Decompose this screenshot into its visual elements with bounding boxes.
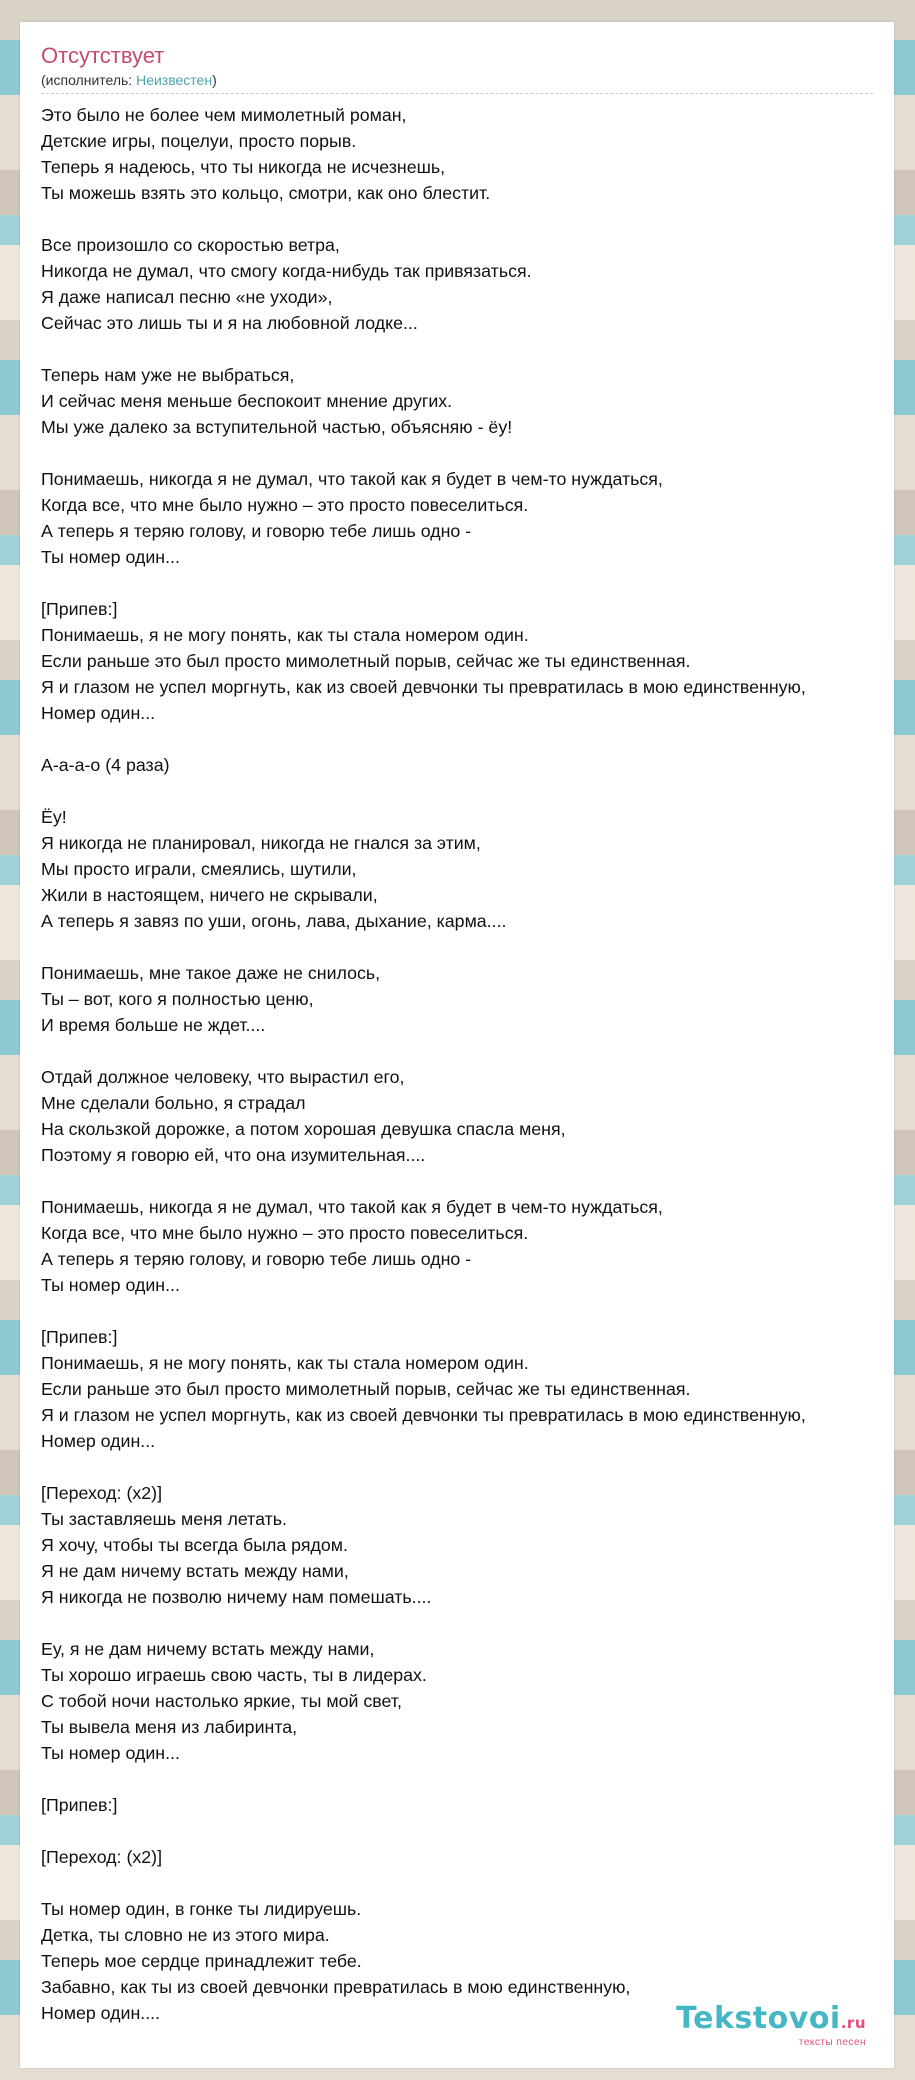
lyrics-line: А теперь я теряю голову, и говорю тебе лишь одно -	[41, 1249, 472, 1269]
lyrics-line: Забавно, как ты из своей девчонки превратилась в мою единственную,	[41, 1977, 631, 1997]
lyrics-line: А-а-а-о (4 раза)	[41, 755, 170, 775]
lyrics-line: Номер один...	[41, 1431, 156, 1451]
artist-line	[41, 71, 873, 89]
lyrics-blank-line	[41, 1038, 894, 1064]
lyrics-line: Ты номер один...	[41, 1275, 180, 1295]
lyrics-line: Ты заставляешь меня летать.	[41, 1509, 287, 1529]
artist-link[interactable]: Неизвестен	[136, 72, 213, 88]
lyrics-line: Жили в настоящем, ничего не скрывали,	[41, 885, 378, 905]
lyrics-blank-line	[41, 1766, 894, 1792]
lyrics-line: Ты можешь взять это кольцо, смотри, как оно блестит.	[41, 183, 491, 203]
lyrics-blank-line	[41, 1818, 894, 1844]
lyrics-line: [Переход: (x2)]	[41, 1483, 163, 1503]
lyrics-line: И время больше не ждет....	[41, 1015, 266, 1035]
lyrics-line: [Припев:]	[41, 599, 118, 619]
lyrics-line: Теперь мое сердце принадлежит тебе.	[41, 1951, 362, 1971]
lyrics-line: Это было не более чем мимолетный роман,	[41, 105, 407, 125]
lyrics-line: Сейчас это лишь ты и я на любовной лодке...	[41, 313, 418, 333]
lyrics-blank-line	[41, 1454, 894, 1480]
lyrics-blank-line	[41, 934, 894, 960]
lyrics-line: На скользкой дорожке, а потом хорошая девушка спасла меня,	[41, 1119, 566, 1139]
lyrics-line: Понимаешь, я не могу понять, как ты стала номером один.	[41, 1353, 529, 1373]
lyrics-line: Отдай должное человеку, что вырастил его,	[41, 1067, 405, 1087]
lyrics-text	[41, 102, 894, 2026]
lyrics-line: Когда все, что мне было нужно – это просто повеселиться.	[41, 1223, 529, 1243]
lyrics-line: Теперь я надеюсь, что ты никогда не исчезнешь,	[41, 157, 446, 177]
lyrics-line: А теперь я завяз по уши, огонь, лава, дыхание, карма....	[41, 911, 507, 931]
lyrics-line: Все произошло со скоростью ветра,	[41, 235, 340, 255]
logo-tagline: тексты песен	[798, 2037, 866, 2048]
song-header	[41, 42, 873, 89]
lyrics-blank-line	[41, 778, 894, 804]
logo-domain: .ru	[840, 2014, 866, 2032]
lyrics-blank-line	[41, 1610, 894, 1636]
lyrics-line: А теперь я теряю голову, и говорю тебе лишь одно -	[41, 521, 472, 541]
lyrics-blank-line	[41, 1168, 894, 1194]
lyrics-line: Мы уже далеко за вступительной частью, объясняю - ёу!	[41, 417, 513, 437]
lyrics-line: Ёу!	[41, 807, 67, 827]
lyrics-blank-line	[41, 1298, 894, 1324]
lyrics-blank-line	[41, 570, 894, 596]
song-title: Отсутствует	[41, 43, 165, 68]
lyrics-line: Детские игры, поцелуи, просто порыв.	[41, 131, 357, 151]
lyrics-line: Ты хорошо играешь свою часть, ты в лидерах.	[41, 1665, 427, 1685]
artist-suffix: )	[212, 72, 217, 88]
lyrics-line: Я и глазом не успел моргнуть, как из своей девчонки ты превратилась в мою единственную,	[41, 1405, 806, 1425]
lyrics-line: Номер один....	[41, 2003, 161, 2023]
lyrics-blank-line	[41, 206, 894, 232]
lyrics-line: Понимаешь, никогда я не думал, что такой как я будет в чем-то нуждаться,	[41, 1197, 663, 1217]
lyrics-line: Мы просто играли, смеялись, шутили,	[41, 859, 357, 879]
lyrics-line: [Припев:]	[41, 1795, 118, 1815]
lyrics-blank-line	[41, 726, 894, 752]
lyrics-line: Я никогда не планировал, никогда не гнался за этим,	[41, 833, 481, 853]
lyrics-line: Понимаешь, я не могу понять, как ты стала номером один.	[41, 625, 529, 645]
lyrics-line: Ты номер один...	[41, 1743, 180, 1763]
lyrics-line: Ты вывела меня из лабиринта,	[41, 1717, 298, 1737]
lyrics-line: Когда все, что мне было нужно – это просто повеселиться.	[41, 495, 529, 515]
lyrics-line: Я не дам ничему встать между нами,	[41, 1561, 349, 1581]
lyrics-line: [Переход: (x2)]	[41, 1847, 163, 1867]
lyrics-line: Понимаешь, мне такое даже не снилось,	[41, 963, 381, 983]
header-divider	[41, 93, 873, 94]
lyrics-line: Номер один...	[41, 703, 156, 723]
lyrics-line: Я даже написал песню «не уходи»,	[41, 287, 333, 307]
lyrics-line: Никогда не думал, что смогу когда-нибудь так привязаться.	[41, 261, 532, 281]
lyrics-line: Ты номер один...	[41, 547, 180, 567]
lyrics-line: [Припев:]	[41, 1327, 118, 1347]
lyrics-line: С тобой ночи настолько яркие, ты мой свет,	[41, 1691, 402, 1711]
lyrics-line: Если раньше это был просто мимолетный порыв, сейчас же ты единственная.	[41, 1379, 691, 1399]
lyrics-blank-line	[41, 336, 894, 362]
lyrics-line: Еу, я не дам ничему встать между нами,	[41, 1639, 375, 1659]
lyrics-line: Понимаешь, никогда я не думал, что такой как я будет в чем-то нуждаться,	[41, 469, 663, 489]
artist-prefix: (исполнитель:	[41, 72, 137, 88]
lyrics-line: Если раньше это был просто мимолетный порыв, сейчас же ты единственная.	[41, 651, 691, 671]
site-logo[interactable]	[676, 2003, 866, 2048]
lyrics-line: Я никогда не позволю ничему нам помешать....	[41, 1587, 432, 1607]
lyrics-line: Ты – вот, кого я полностью ценю,	[41, 989, 314, 1009]
logo-wordmark	[676, 2003, 866, 2039]
lyrics-line: Я хочу, чтобы ты всегда была рядом.	[41, 1535, 348, 1555]
lyrics-blank-line	[41, 440, 894, 466]
lyrics-line: И сейчас меня меньше беспокоит мнение других.	[41, 391, 453, 411]
lyrics-blank-line	[41, 1870, 894, 1896]
lyrics-line: Я и глазом не успел моргнуть, как из своей девчонки ты превратилась в мою единственную,	[41, 677, 806, 697]
lyrics-line: Ты номер один, в гонке ты лидируешь.	[41, 1899, 362, 1919]
lyrics-card	[20, 22, 894, 2068]
lyrics-line: Поэтому я говорю ей, что она изумительная....	[41, 1145, 426, 1165]
lyrics-line: Детка, ты словно не из этого мира.	[41, 1925, 330, 1945]
lyrics-line: Мне сделали больно, я страдал	[41, 1093, 306, 1113]
lyrics-line: Теперь нам уже не выбраться,	[41, 365, 295, 385]
logo-name: Tekstovoi	[676, 2001, 841, 2036]
